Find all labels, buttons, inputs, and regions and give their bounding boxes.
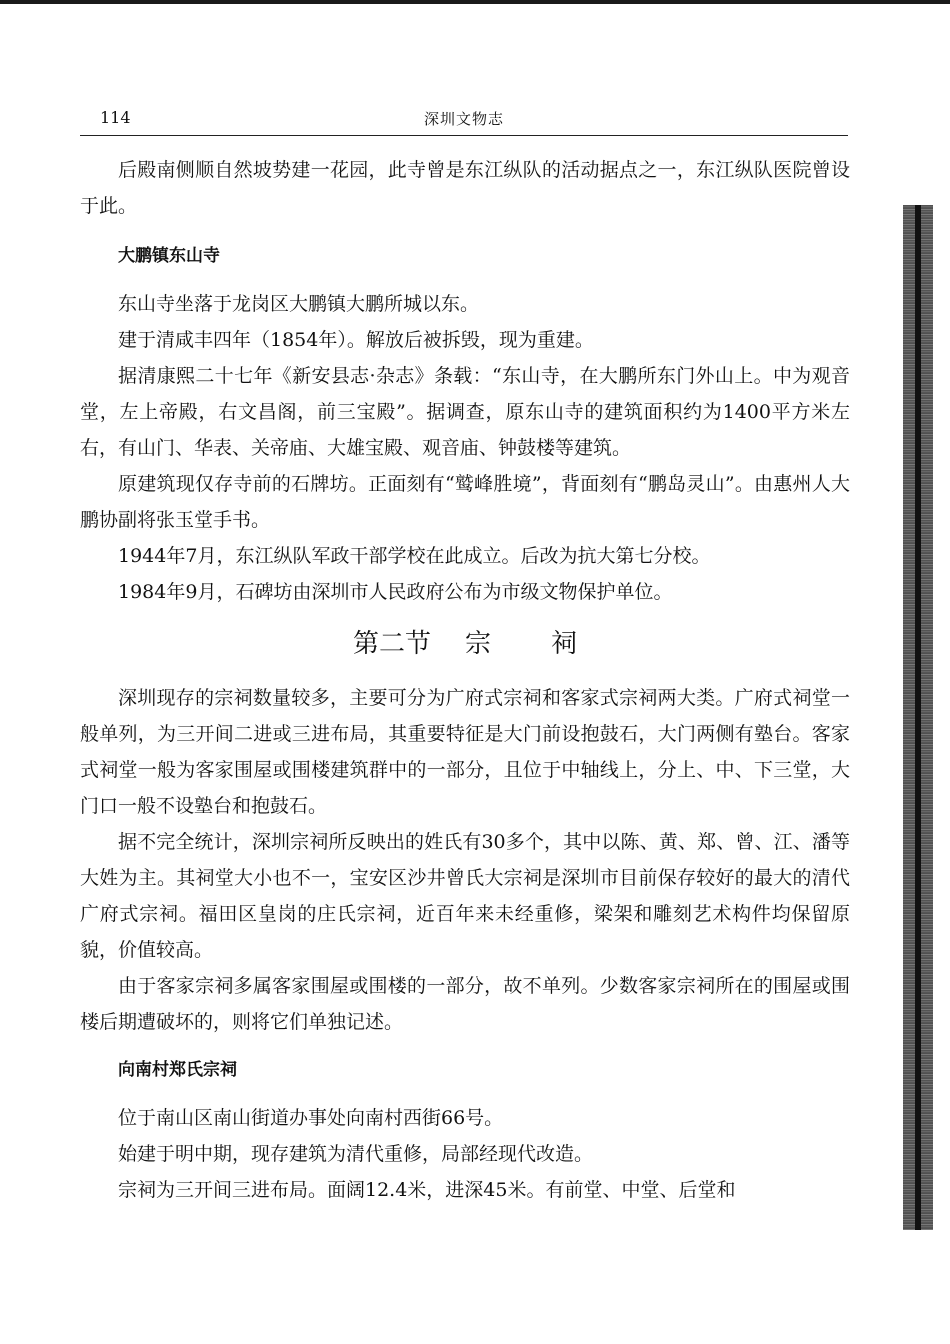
section-title [80,624,850,664]
paragraph: 建于清咸丰四年（1854年）。解放后被拆毁，现为重建。 [118,329,594,351]
paragraph: 始建于明中期，现存建筑为清代重修，局部经现代改造。 [118,1143,594,1165]
running-title: 深圳文物志 [423,110,504,128]
paragraph: 宗祠为三开间三进布局。面阔12.4米，进深45米。有前堂、中堂、后堂和 [118,1179,736,1201]
paragraph: 位于南山区南山街道办事处向南村西街66号。 [118,1107,504,1129]
section-title-part1: 宗 [464,629,491,659]
page-header [80,108,848,134]
book-binding-edge [915,205,921,1230]
heading-zheng-ancestral-hall: 向南村郑氏宗祠 [118,1060,237,1080]
paragraph: 据不完全统计，深圳宗祠所反映出的姓氏有30多个，其中以陈、黄、郑、曾、江、潘等大姓为主。其祠堂大小也不一，宝安区沙井曾氏大宗祠是深圳市目前保存较好的最大的清代广府式宗祠。福田区皇岗的庄氏宗祠，近百年来未经重修，梁架和雕刻艺术构件均保留原貌，价值较高。 [80,831,850,961]
page-top-edge [0,0,950,4]
paragraph: 东山寺坐落于龙岗区大鹏镇大鹏所城以东。 [118,293,480,315]
page-number: 114 [100,108,131,127]
paragraph: 1984年9月，石碑坊由深圳市人民政府公布为市级文物保护单位。 [118,581,673,603]
paragraph: 1944年7月，东江纵队军政干部学校在此成立。后改为抗大第七分校。 [118,545,711,567]
page-body [80,152,850,1208]
heading-dongshan-temple: 大鹏镇东山寺 [118,246,220,266]
paragraph: 由于客家宗祠多属客家围屋或围楼的一部分，故不单列。少数客家宗祠所在的围屋或围楼后期遭破坏的，则将它们单独记述。 [80,975,850,1033]
header-rule [80,135,848,136]
intro-paragraph: 后殿南侧顺自然坡势建一花园，此寺曾是东江纵队的活动据点之一，东江纵队医院曾设于此。 [80,159,850,217]
section-number: 第二节 [352,629,431,659]
paragraph: 原建筑现仅存寺前的石牌坊。正面刻有“鹫峰胜境”，背面刻有“鹏岛灵山”。由惠州人大鹏协副将张玉堂手书。 [80,473,850,531]
paragraph: 深圳现存的宗祠数量较多，主要可分为广府式宗祠和客家式宗祠两大类。广府式祠堂一般单列，为三开间二进或三进布局，其重要特征是大门前设抱鼓石，大门两侧有塾台。客家式祠堂一般为客家围屋或围楼建筑群中的一部分，且位于中轴线上，分上、中、下三堂，大门口一般不设塾台和抱鼓石。 [80,687,850,817]
paragraph: 据清康熙二十七年《新安县志·杂志》条载：“东山寺，在大鹏所东门外山上。中为观音堂，左上帝殿，右文昌阁，前三宝殿”。据调查，原东山寺的建筑面积约为1400平方米左右，有山门、华表、关帝庙、大雄宝殿、观音庙、钟鼓楼等建筑。 [80,365,850,459]
section-title-part2: 祠 [551,629,578,659]
